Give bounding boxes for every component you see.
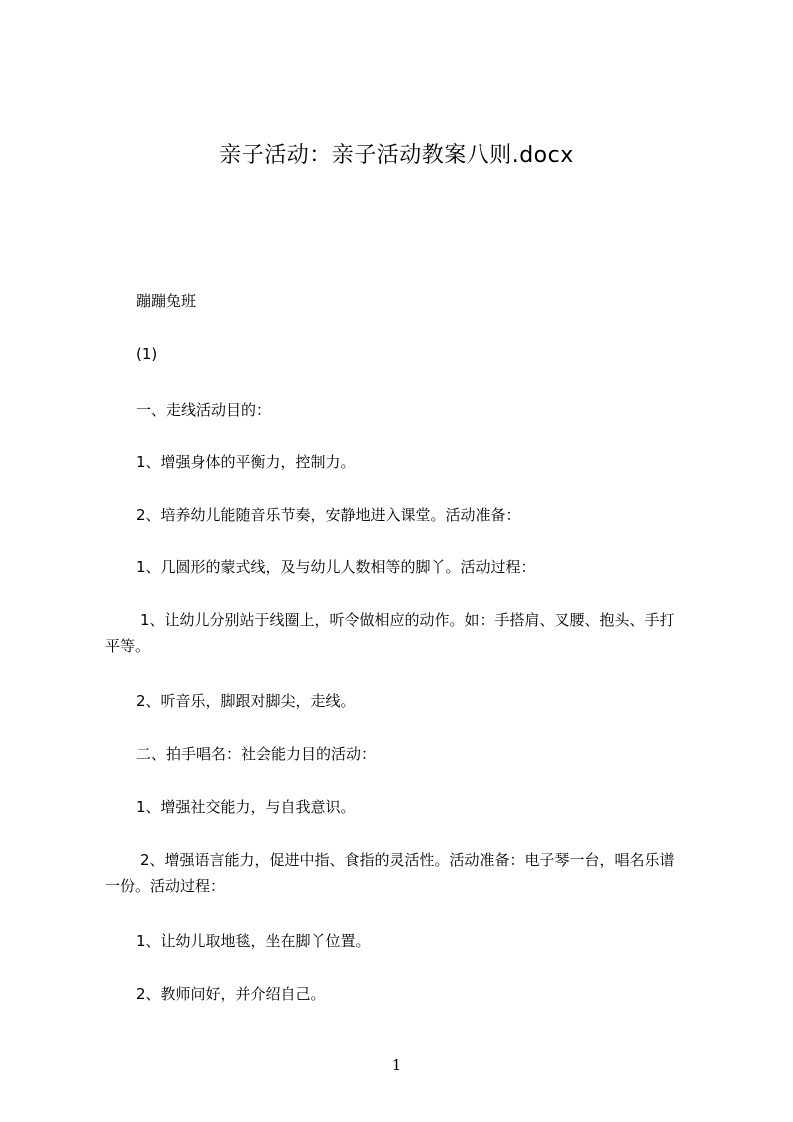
paragraph: 2、教师问好，并介绍自己。 [136, 985, 326, 1003]
paragraph: 1、增强社交能力，与自我意识。 [136, 798, 356, 816]
paragraph: 2、听音乐，脚跟对脚尖，走线。 [136, 692, 356, 710]
paragraph-first-line: 2、增强语言能力，促进中指、食指的灵活性。活动准备：电子琴一台，唱名乐谱 [140, 851, 675, 869]
paragraph-first-line: 1、让幼儿分别站于线圈上，听令做相应的动作。如：手搭肩、叉腰、抱头、手打 [140, 611, 675, 629]
page-number: 1 [391, 1056, 402, 1074]
paragraph: 1、几圆形的蒙式线，及与幼儿人数相等的脚丫。活动过程： [136, 558, 536, 576]
section-number-text: (1) [136, 345, 158, 363]
heading-clap-sing: 二、拍手唱名：社会能力目的活动： [136, 745, 377, 763]
paragraph: 1、增强身体的平衡力，控制力。 [136, 453, 356, 471]
paragraph-continuation-line: 平等。 [105, 637, 151, 655]
document-title: 亲子活动：亲子活动教案八则.docx [219, 143, 574, 168]
paragraph: 1、让幼儿取地毯，坐在脚丫位置。 [136, 932, 371, 950]
class-name-text: 蹦蹦兔班 [136, 292, 197, 310]
paragraph: 2、培养幼儿能随音乐节奏，安静地进入课堂。活动准备： [136, 506, 521, 524]
paragraph-continuation-line: 一份。活动过程： [105, 877, 226, 895]
heading-walk-line: 一、走线活动目的： [136, 401, 272, 419]
